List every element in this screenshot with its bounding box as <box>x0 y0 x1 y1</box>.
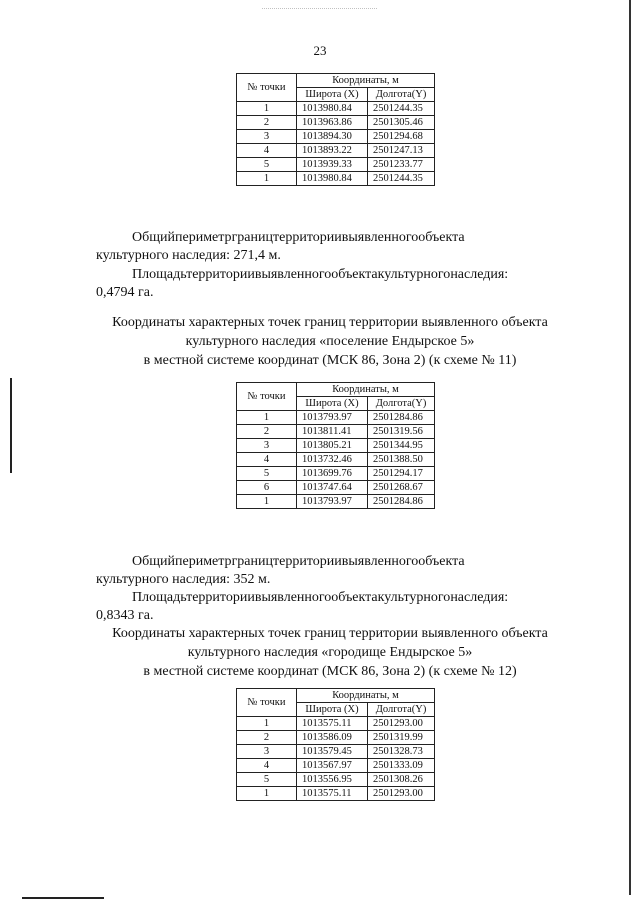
point-number: 5 <box>237 467 297 481</box>
word: границ <box>231 230 273 245</box>
table-row <box>237 411 435 425</box>
latitude-value: 1013556.95 <box>297 773 368 787</box>
longitude-value: 2501233.77 <box>368 158 435 172</box>
table-row <box>237 717 435 731</box>
word: выявленного <box>341 230 419 245</box>
table-row <box>237 130 435 144</box>
longitude-value: 2501308.26 <box>368 773 435 787</box>
longitude-value: 2501244.35 <box>368 172 435 186</box>
justified-line <box>96 266 564 284</box>
word: территории <box>186 267 255 282</box>
word: территории <box>186 590 255 605</box>
latitude-value: 1013575.11 <box>297 717 368 731</box>
section-heading-3 <box>60 624 600 681</box>
table-row <box>237 425 435 439</box>
table-row <box>237 787 435 801</box>
word: наследия: <box>450 590 509 605</box>
point-number: 1 <box>237 495 297 509</box>
perimeter-paragraph-1 <box>96 229 564 265</box>
latitude-value: 1013980.84 <box>297 102 368 116</box>
longitude-value: 2501293.00 <box>368 787 435 801</box>
header-coords: Координаты, м <box>297 689 435 703</box>
area-paragraph-1 <box>96 266 564 302</box>
scan-bottom-line <box>22 897 104 899</box>
header-point: № точки <box>237 74 297 102</box>
header-point: № точки <box>237 689 297 717</box>
latitude-value: 1013894.30 <box>297 130 368 144</box>
word: культурного <box>377 267 451 282</box>
table-row <box>237 481 435 495</box>
word: территории <box>273 554 342 569</box>
longitude-value: 2501319.99 <box>368 731 435 745</box>
word: Общий <box>132 554 175 569</box>
table-row <box>237 144 435 158</box>
longitude-value: 2501294.68 <box>368 130 435 144</box>
point-number: 3 <box>237 745 297 759</box>
latitude-value: 1013586.09 <box>297 731 368 745</box>
justified-line <box>96 589 564 607</box>
latitude-value: 1013575.11 <box>297 787 368 801</box>
table-row <box>237 731 435 745</box>
word: выявленного <box>341 554 419 569</box>
table-row <box>237 102 435 116</box>
area-value: 0,4794 га. <box>96 285 154 300</box>
table-row <box>237 467 435 481</box>
header-lon: Долгота(Y) <box>368 397 435 411</box>
page-number: 23 <box>313 43 327 58</box>
longitude-value: 2501284.86 <box>368 495 435 509</box>
header-lat: Широта (X) <box>297 703 368 717</box>
area-paragraph-2 <box>96 589 564 625</box>
point-number: 1 <box>237 717 297 731</box>
latitude-value: 1013963.86 <box>297 116 368 130</box>
scan-artifact <box>262 8 377 23</box>
header-coords: Координаты, м <box>297 383 435 397</box>
longitude-value: 2501388.50 <box>368 453 435 467</box>
longitude-value: 2501247.13 <box>368 144 435 158</box>
point-number: 4 <box>237 453 297 467</box>
point-number: 1 <box>237 172 297 186</box>
word: объекта <box>331 267 378 282</box>
header-coords: Координаты, м <box>297 74 435 88</box>
table-row <box>237 158 435 172</box>
coordinates-table-3 <box>236 688 435 801</box>
perimeter-value: культурного наследия: 352 м. <box>96 572 271 587</box>
heading-line: культурного наследия «городище Ендырское 5» <box>187 645 473 660</box>
header-lon: Долгота(Y) <box>368 88 435 102</box>
point-number: 1 <box>237 411 297 425</box>
word: границ <box>231 554 273 569</box>
latitude-value: 1013579.45 <box>297 745 368 759</box>
point-number: 2 <box>237 116 297 130</box>
latitude-value: 1013793.97 <box>297 495 368 509</box>
area-value: 0,8343 га. <box>96 608 154 623</box>
table-row <box>237 439 435 453</box>
scan-margin-line <box>10 378 12 473</box>
latitude-value: 1013939.33 <box>297 158 368 172</box>
heading-line: культурного наследия «поселение Ендырское 5» <box>185 334 475 349</box>
point-number: 3 <box>237 439 297 453</box>
justified-line <box>96 553 564 571</box>
header-lon: Долгота(Y) <box>368 703 435 717</box>
point-number: 5 <box>237 158 297 172</box>
word: культурного <box>377 590 451 605</box>
heading-line: Координаты характерных точек границ территории выявленного объекта <box>112 626 548 641</box>
point-number: 2 <box>237 731 297 745</box>
longitude-value: 2501293.00 <box>368 717 435 731</box>
header-lat: Широта (X) <box>297 88 368 102</box>
word: периметр <box>175 230 232 245</box>
latitude-value: 1013793.97 <box>297 411 368 425</box>
table-row <box>237 453 435 467</box>
word: периметр <box>175 554 232 569</box>
table-row <box>237 116 435 130</box>
justified-line <box>96 229 564 247</box>
longitude-value: 2501333.09 <box>368 759 435 773</box>
point-number: 5 <box>237 773 297 787</box>
perimeter-value: культурного наследия: 271,4 м. <box>96 248 281 263</box>
longitude-value: 2501319.56 <box>368 425 435 439</box>
latitude-value: 1013732.46 <box>297 453 368 467</box>
heading-line: Координаты характерных точек границ территории выявленного объекта <box>112 315 548 330</box>
point-number: 3 <box>237 130 297 144</box>
point-number: 6 <box>237 481 297 495</box>
latitude-value: 1013811.41 <box>297 425 368 439</box>
point-number: 1 <box>237 102 297 116</box>
table-row <box>237 172 435 186</box>
longitude-value: 2501294.17 <box>368 467 435 481</box>
latitude-value: 1013699.76 <box>297 467 368 481</box>
latitude-value: 1013747.64 <box>297 481 368 495</box>
longitude-value: 2501305.46 <box>368 116 435 130</box>
longitude-value: 2501244.35 <box>368 102 435 116</box>
point-number: 1 <box>237 787 297 801</box>
header-lat: Широта (X) <box>297 397 368 411</box>
table-row <box>237 495 435 509</box>
word: выявленного <box>254 590 332 605</box>
coordinates-table-1 <box>236 73 435 186</box>
longitude-value: 2501268.67 <box>368 481 435 495</box>
word: Площадь <box>132 590 187 605</box>
scan-margin-line <box>629 0 631 895</box>
table-row <box>237 773 435 787</box>
word: объекта <box>418 554 465 569</box>
word: наследия: <box>450 267 509 282</box>
heading-line: в местной системе координат (МСК 86, Зона 2) (к схеме № 12) <box>143 664 517 679</box>
point-number: 4 <box>237 759 297 773</box>
table-row <box>237 745 435 759</box>
point-number: 4 <box>237 144 297 158</box>
word: Площадь <box>132 267 187 282</box>
section-heading-2 <box>60 313 600 370</box>
word: выявленного <box>254 267 332 282</box>
point-number: 2 <box>237 425 297 439</box>
longitude-value: 2501284.86 <box>368 411 435 425</box>
word: территории <box>273 230 342 245</box>
longitude-value: 2501328.73 <box>368 745 435 759</box>
word: Общий <box>132 230 175 245</box>
heading-line: в местной системе координат (МСК 86, Зона 2) (к схеме № 11) <box>143 353 517 368</box>
latitude-value: 1013805.21 <box>297 439 368 453</box>
header-point: № точки <box>237 383 297 411</box>
coordinates-table-2 <box>236 382 435 509</box>
word: объекта <box>418 230 465 245</box>
latitude-value: 1013567.97 <box>297 759 368 773</box>
latitude-value: 1013980.84 <box>297 172 368 186</box>
latitude-value: 1013893.22 <box>297 144 368 158</box>
longitude-value: 2501344.95 <box>368 439 435 453</box>
word: объекта <box>331 590 378 605</box>
table-row <box>237 759 435 773</box>
perimeter-paragraph-2 <box>96 553 564 589</box>
